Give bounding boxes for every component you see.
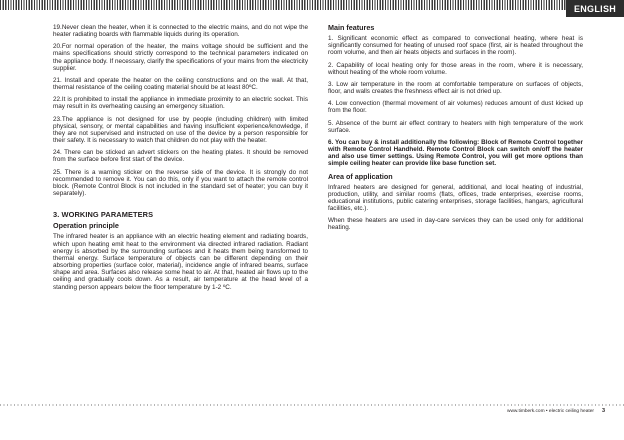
safety-item-24: 24. There can be sticked an advert stickers on the heating plates. It should be removed from the surface before first start of the device. (53, 149, 308, 164)
safety-item-22: 22.It is prohibited to install the appliance in immediate proximity to an electric socket. This may result in its overheating causing an emergency situation. (53, 96, 308, 111)
application-title: Area of application (328, 171, 393, 181)
feature-item-1: 1. Significant economic effect as compared to convectional heating, where heat is significantly consumed for heating of unused roof space (first, air is heated throughout the room volume, and then air heats objects and surfaces in the room). (328, 35, 583, 57)
page-number: 3 (601, 408, 605, 414)
language-label: ENGLISH (566, 0, 624, 17)
subsection-title: Operation principle (53, 221, 119, 231)
application-text: Infrared heaters are designed for general, additional, and local heating of industrial, production, utility, and similar rooms (flats, offices, trade enterprises, exercise rooms, educational institutions, public catering enterprises, storage facilities, hangars, agricultural facilities, etc.). (328, 183, 583, 213)
section-title: 3. WORKING PARAMETERS (53, 210, 154, 220)
operation-principle-text: The infrared heater is an appliance with an electric heating element and radiating boards, which upon heating emit heat to the environment via directed infrared radiation. Radiant energy is absorbed by the surrounding surfaces and it heats them being transformed to thermal energy. Surface temperature of objects can be different depending on their absorbing properties (surface color, material), incidence angle of infrared beams, surface shape and area. Surfaces also release some heat to air. At that, heated air flows up to the ceiling and gradually cools down. As a result, air temperature at the head level of a standing person appears below the floor temperature by 1-2 ºC. (53, 233, 308, 291)
footer-dotted-line (0, 404, 624, 406)
safety-item-25: 25. There is a warning sticker on the reverse side of the device. It is strongly do not recommended to remove it. You can do this, only if you want to attach the remote control block. (Remote Control Block is not included in the standard set of heater; you can buy it separately). (53, 168, 308, 197)
application-text-2: When these heaters are used in day-care services they can be used only for additional heating. (328, 217, 583, 232)
feature-item-6: 6. You can buy & install additionally the following: Block of Remote Control together with Remote Control Handheld. Remote Control Block can switch on/off the heater and also use timer settings. Using Remote Control, you will get more options than simple ceiling heater can provide like base function set. (328, 138, 583, 168)
safety-item-21: 21. Install and operate the heater on the ceiling constructions and on the wall. At that, thermal resistance of the ceiling coating material should be at least 80ºC. (53, 76, 308, 92)
left-column (53, 24, 308, 296)
footer-text: www.timberk.com • electric ceiling heater (507, 409, 594, 414)
feature-item-3: 3. Low air temperature in the room at comfortable temperature on surfaces of objects, floor, and walls creates the freshness effect air is not dried up. (328, 80, 583, 96)
safety-item-23: 23.The appliance is not designed for use by people (including children) with limited physical, sensory, or mental capabilities and having insufficient experience/knowledge, if they are not supervised and instructed on use of the device by a person responsible for their safety. It is necessary to watch that children do not play with the heater. (53, 115, 308, 145)
features-title: Main features (328, 23, 375, 32)
feature-item-4: 4. Low convection (thermal movement of air volumes) reduces amount of dust kicked up from the floor. (328, 100, 583, 115)
safety-item-20: 20.For normal operation of the heater, the mains voltage should be sufficient and the mains specifications should strictly correspond to the technical parameters indicated on the appliance body. If necessary, clarify the specifications of your mains from the electricity supplier. (53, 43, 308, 72)
header-pattern-bar (0, 0, 624, 10)
safety-item-19: 19.Never clean the heater, when it is connected to the electric mains, and do not wipe the heater radiating boards with flammable liquids during its operation. (53, 24, 308, 39)
feature-item-5: 5. Absence of the burnt air effect contrary to heaters with high temperature of the work surface. (328, 119, 583, 134)
right-column (328, 24, 583, 237)
feature-item-2: 2. Capability of local heating only for those areas in the room, where it is necessary, without heating of the whole room volume. (328, 61, 583, 76)
